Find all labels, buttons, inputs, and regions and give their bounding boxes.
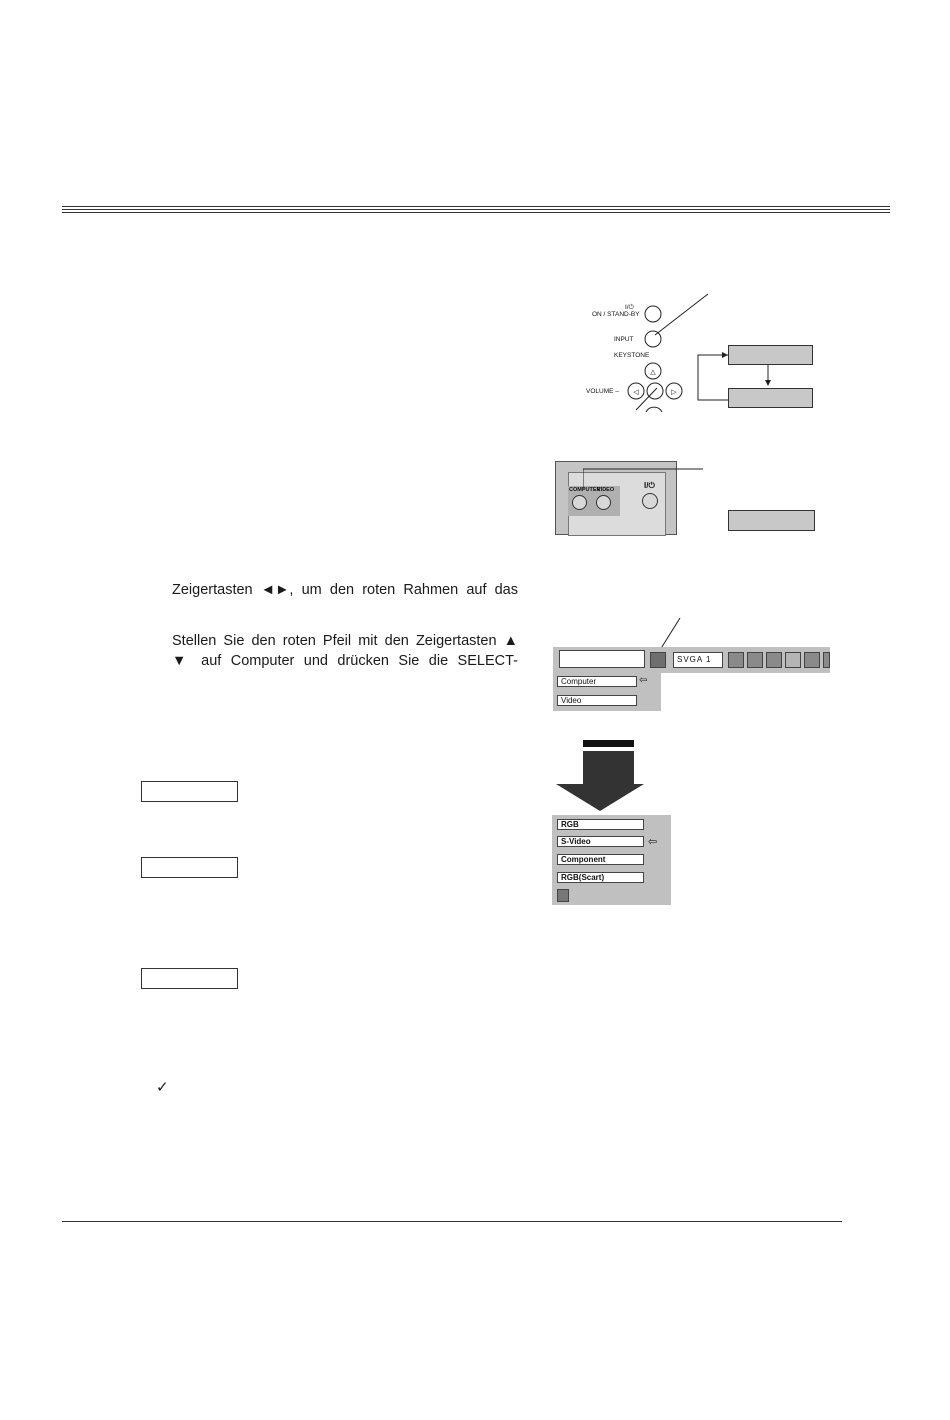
remote-computer-label: COMPUTER	[569, 487, 601, 493]
input-select-icon	[650, 652, 666, 668]
menu-title-field	[559, 650, 645, 668]
check-mark-icon: ✓	[156, 1078, 169, 1096]
footer-rule	[62, 1221, 842, 1222]
info-icon	[823, 652, 830, 668]
instruction-line-1: Zeigertasten ◄►, um den roten Rahmen auf das	[172, 582, 518, 598]
power-icon-label: I/⏻	[625, 304, 634, 311]
source-select-menu	[552, 815, 671, 905]
input-menu-bar	[553, 647, 830, 673]
svg-text:◁: ◁	[633, 388, 639, 396]
source-item-component[interactable]: Component	[557, 854, 644, 865]
control-panel-figure	[580, 290, 820, 420]
image-select-icon	[747, 652, 763, 668]
source-item-rgb-scart[interactable]: RGB(Scart)	[557, 872, 644, 883]
source-arrow-icon: ⇦	[648, 835, 658, 848]
image-adjust-icon	[766, 652, 782, 668]
volume-label: VOLUME –	[586, 388, 619, 395]
remote-mode-box	[728, 510, 815, 531]
remote-video-label: VIDEO	[597, 487, 615, 493]
keystone-label: KEYSTONE	[614, 352, 650, 359]
input-mode-box-top	[728, 345, 813, 365]
down-arrow-icon	[550, 740, 650, 812]
svg-text:△: △	[650, 368, 656, 376]
setting-icon	[804, 652, 820, 668]
pc-adjust-icon	[728, 652, 744, 668]
svg-text:▷: ▷	[671, 388, 677, 396]
remote-video-button	[596, 495, 611, 510]
instruction-line-2: Stellen Sie den roten Pfeil mit den Zeigertasten ▲	[172, 633, 518, 649]
source-item-s-video[interactable]: S-Video	[557, 836, 644, 847]
label-box-2	[141, 857, 238, 878]
screen-icon	[785, 652, 801, 668]
header-rule-2	[62, 209, 890, 210]
header-rule-1	[62, 206, 890, 207]
signal-display: SVGA 1	[673, 652, 723, 668]
input-mode-box-bottom	[728, 388, 813, 408]
source-item-rgb[interactable]: RGB	[557, 819, 644, 830]
menu-item-video[interactable]: Video	[557, 695, 637, 706]
power-label: ON / STAND-BY	[592, 311, 640, 318]
input-label: INPUT	[614, 336, 634, 343]
exit-icon[interactable]	[557, 889, 569, 902]
remote-computer-button	[572, 495, 587, 510]
header-rule-3	[62, 212, 890, 213]
instruction-line-3: ▼ auf Computer und drücken Sie die SELECT-	[172, 653, 518, 669]
label-box-3	[141, 968, 238, 989]
remote-power-button	[642, 493, 658, 509]
remote-power-label: I/⏻	[644, 481, 655, 490]
label-box-1	[141, 781, 238, 802]
red-arrow-icon: ⇦	[639, 675, 648, 686]
input-dropdown	[553, 673, 661, 711]
remote-callout-line	[583, 461, 705, 491]
menu-item-computer[interactable]: Computer	[557, 676, 637, 687]
